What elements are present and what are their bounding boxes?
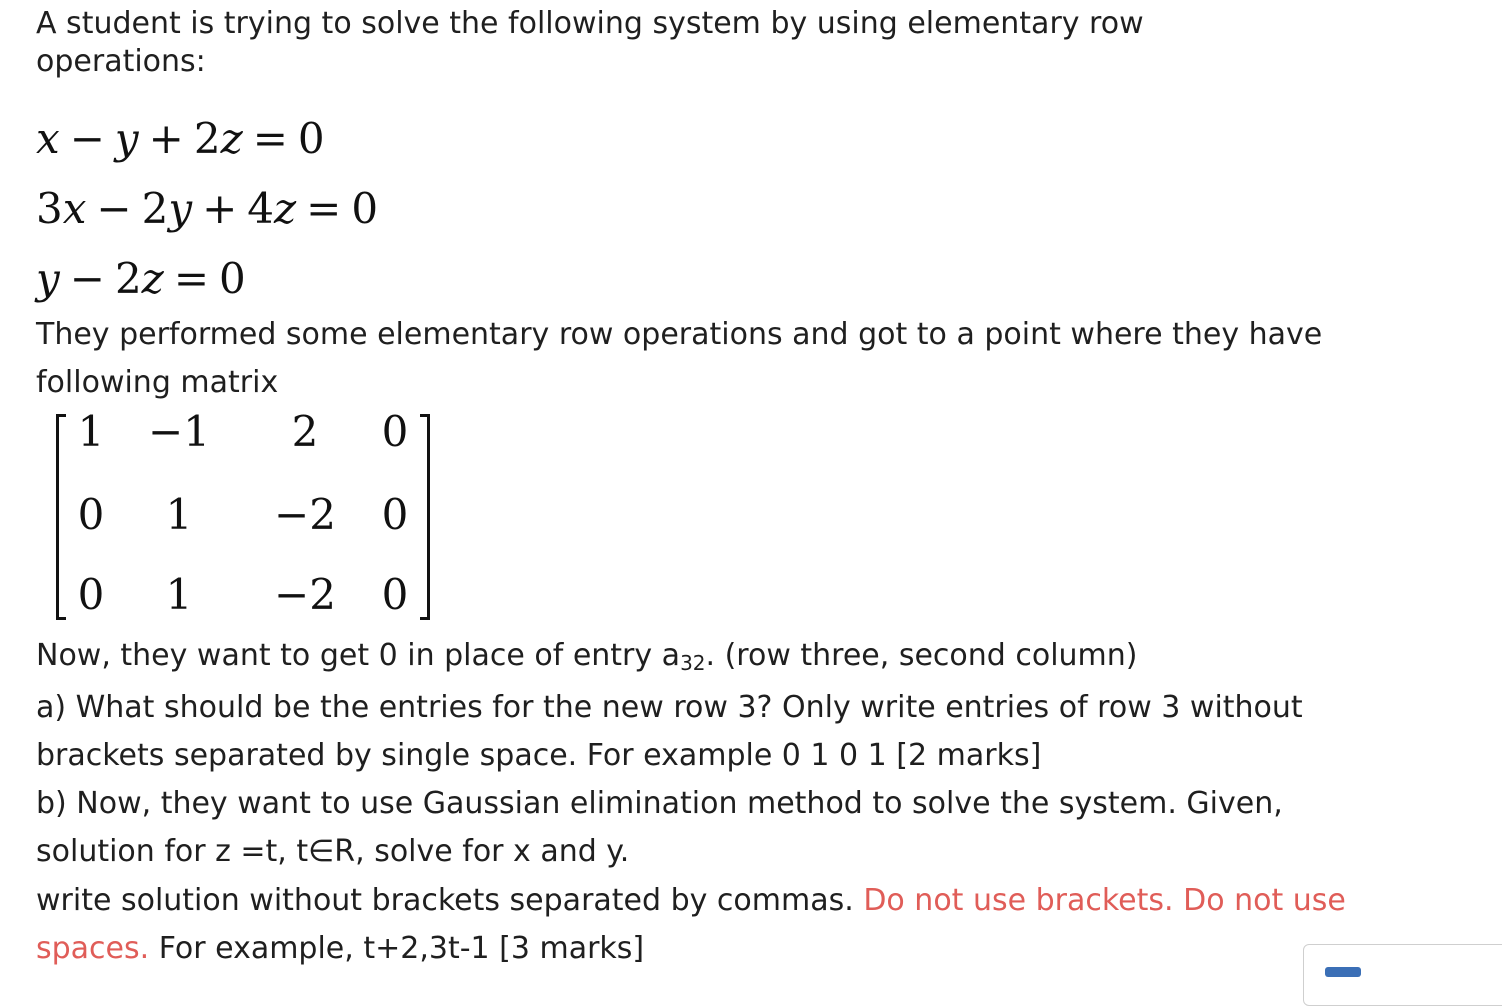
math-rhs: 0 xyxy=(219,254,246,303)
intro-line-1: A student is trying to solve the following system by using elementary row xyxy=(36,6,1144,41)
equation-1 xyxy=(36,114,325,163)
matrix-cell-r2-c2: 1 xyxy=(165,490,193,539)
math-operator: − xyxy=(69,114,105,163)
math-operator: − xyxy=(96,184,132,233)
now-text-before: Now, they want to get 0 in place of entry a xyxy=(36,638,681,673)
equation-2 xyxy=(36,184,378,233)
part-b-instruction: write solution without brackets separated by commas. xyxy=(36,883,864,918)
performed-line-1: They performed some elementary row operations and got to a point where they have xyxy=(36,317,1323,352)
matrix-cell-r1-c3: 2 xyxy=(291,407,319,456)
math-equals: = xyxy=(252,114,288,163)
math-variable: z xyxy=(274,184,297,233)
math-equals: = xyxy=(173,254,210,303)
math-coefficient: 2 xyxy=(141,184,169,233)
math-variable: x xyxy=(62,184,87,233)
now-text-after: . (row three, second column) xyxy=(705,638,1138,673)
math-coefficient: 2 xyxy=(193,114,221,163)
matrix-cell-r1-c2: −1 xyxy=(148,407,210,456)
part-b-line-3 xyxy=(36,881,1346,921)
math-operator: + xyxy=(202,184,238,233)
matrix-cell-r1-c4: 0 xyxy=(381,407,409,456)
math-variable: z xyxy=(220,114,243,163)
warning-text: Do not use brackets. Do not use xyxy=(863,883,1346,918)
part-b-line-1: b) Now, they want to use Gaussian elimination method to solve the system. Given, xyxy=(36,786,1283,821)
matrix-cell-r3-c2: 1 xyxy=(165,570,193,619)
math-rhs: 0 xyxy=(297,114,325,163)
math-variable: y xyxy=(114,114,139,163)
performed-line-2: following matrix xyxy=(36,365,279,400)
math-variable: z xyxy=(141,254,164,303)
answer-tab-indicator[interactable] xyxy=(1325,967,1361,977)
intro-line-2: operations: xyxy=(36,44,206,79)
now-instruction xyxy=(36,636,1138,683)
part-a-line-2: brackets separated by single space. For example 0 1 0 1 [2 marks] xyxy=(36,738,1042,773)
math-variable: y xyxy=(36,254,60,303)
matrix-cell-r3-c3: −2 xyxy=(274,570,336,619)
part-a-line-1: a) What should be the entries for the new row 3? Only write entries of row 3 without xyxy=(36,690,1303,725)
math-variable: x xyxy=(36,114,60,163)
math-operator: − xyxy=(69,254,105,303)
math-coefficient: 2 xyxy=(114,254,142,303)
warning-text-continued: spaces. xyxy=(36,931,150,966)
equation-3 xyxy=(36,254,246,303)
math-operator: + xyxy=(148,114,184,163)
matrix-cell-r3-c1: 0 xyxy=(77,570,105,619)
example-text: For example, t+2,3t-1 [3 marks] xyxy=(149,931,645,966)
matrix-cell-r2-c1: 0 xyxy=(77,490,105,539)
part-b-line-2: solution for z =t, t∈R, solve for x and y. xyxy=(36,834,630,869)
math-variable: y xyxy=(168,184,193,233)
matrix-cell-r3-c4: 0 xyxy=(381,570,409,619)
augmented-matrix xyxy=(56,407,430,620)
matrix-cell-r1-c1: 1 xyxy=(77,407,105,456)
math-equals: = xyxy=(306,184,342,233)
matrix-cell-r2-c4: 0 xyxy=(381,490,409,539)
matrix-cell-r2-c3: −2 xyxy=(274,490,336,539)
math-coefficient: 4 xyxy=(247,184,275,233)
entry-subscript: 32 xyxy=(680,651,706,675)
math-coefficient: 3 xyxy=(36,184,63,233)
math-rhs: 0 xyxy=(351,184,379,233)
part-b-line-4 xyxy=(36,929,644,969)
